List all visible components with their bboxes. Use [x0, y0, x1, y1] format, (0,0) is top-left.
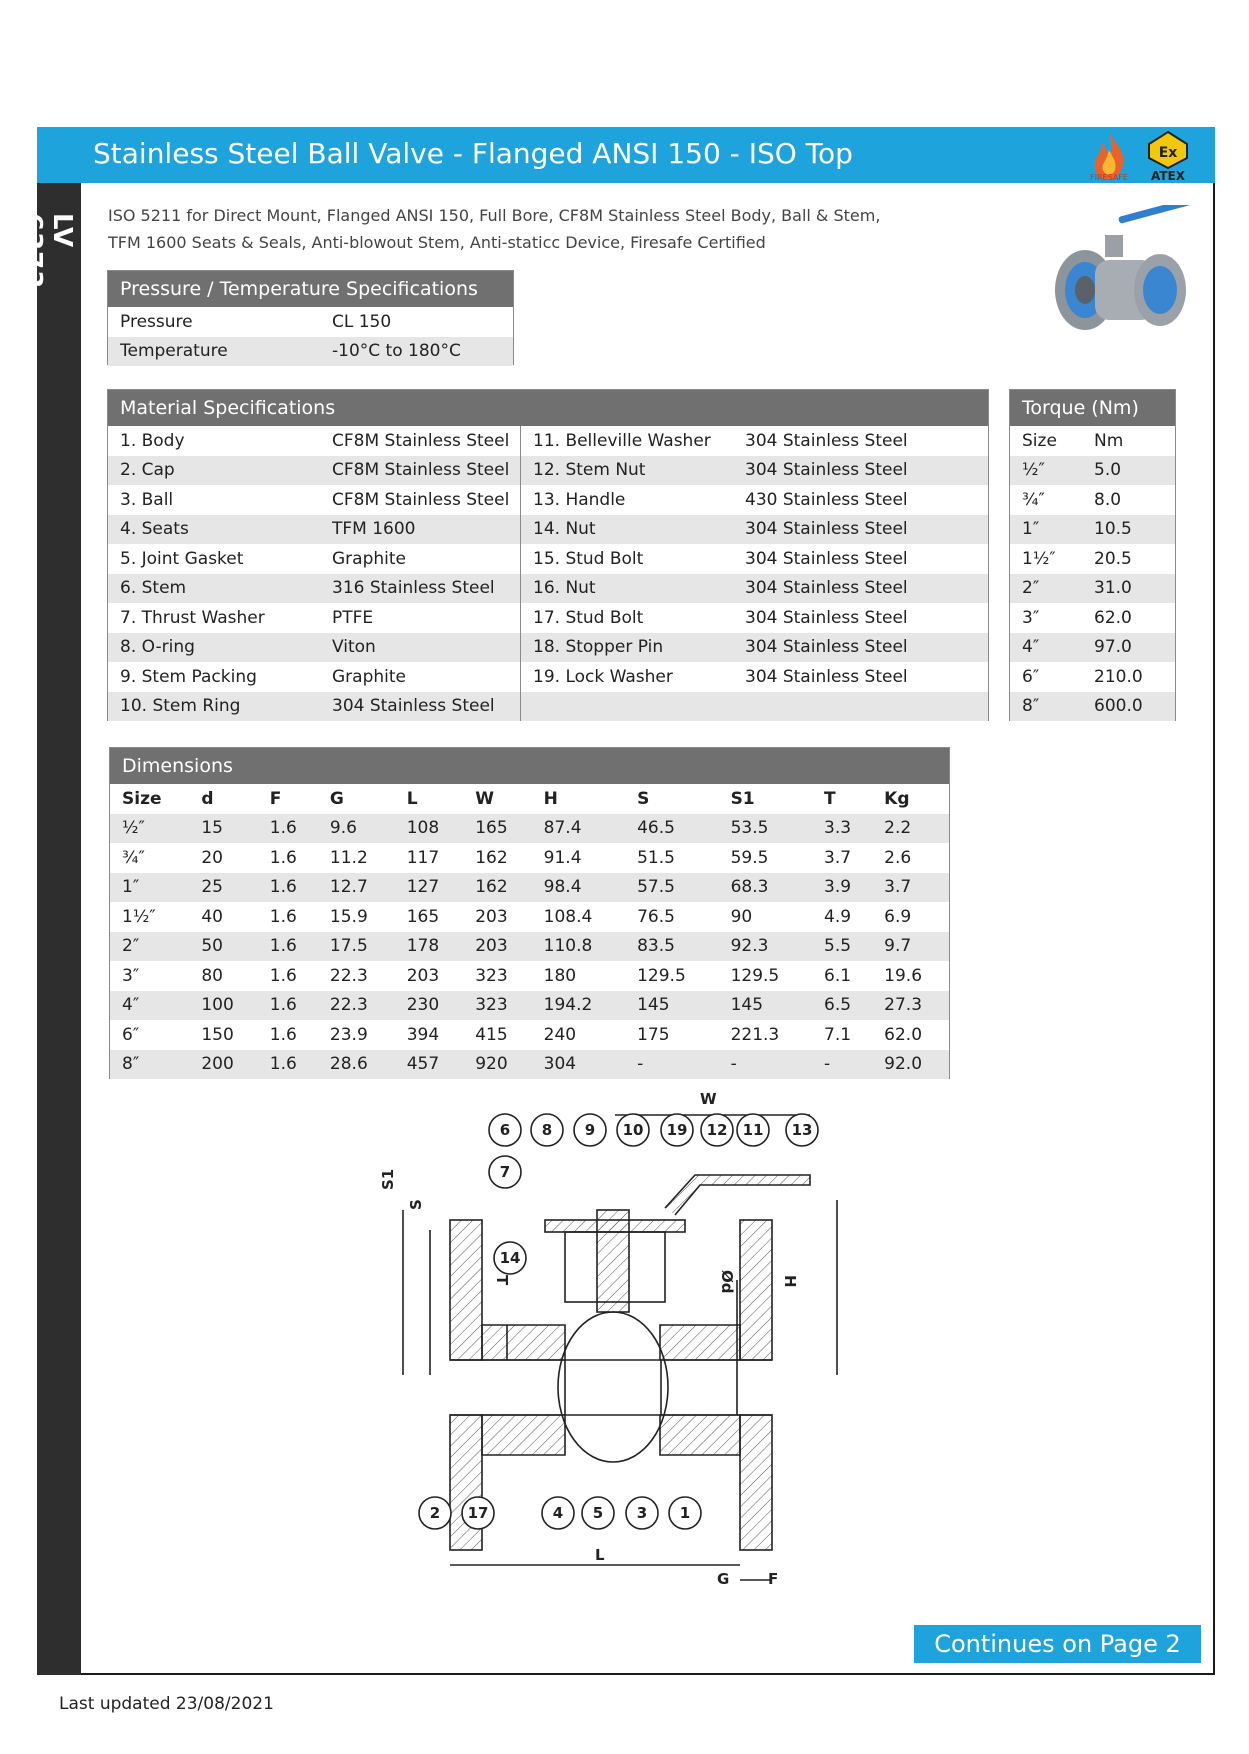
- page-title: Stainless Steel Ball Valve - Flanged ANSI 150 - ISO Top: [93, 137, 853, 170]
- dimensions-cell: 9.6: [318, 814, 395, 844]
- material-name: CF8M Stainless Steel: [320, 426, 521, 456]
- dimensions-cell: 203: [463, 902, 531, 932]
- material-name: 316 Stainless Steel: [320, 574, 521, 604]
- dimensions-cell: 110.8: [532, 932, 625, 962]
- material-name: 304 Stainless Steel: [733, 426, 988, 456]
- torque-size: 8″: [1010, 692, 1082, 722]
- torque-row: [1010, 662, 1175, 692]
- dimensions-cell: 6.5: [812, 991, 872, 1021]
- material-name: Graphite: [320, 544, 521, 574]
- dimensions-cell: ½″: [110, 814, 189, 844]
- callout-number: 4: [552, 1504, 564, 1522]
- svg-text:G: G: [717, 1570, 730, 1588]
- torque-nm: 31.0: [1082, 574, 1175, 604]
- torque-row: [1010, 633, 1175, 663]
- dimensions-cell: 323: [463, 991, 531, 1021]
- dimensions-cell: 129.5: [625, 961, 718, 991]
- dimensions-cell: 92.3: [719, 932, 812, 962]
- material-name: 304 Stainless Steel: [733, 633, 988, 663]
- torque-nm: 5.0: [1082, 456, 1175, 486]
- dimensions-cell: 2.6: [872, 843, 949, 873]
- dimensions-header: H: [532, 784, 625, 814]
- dimensions-cell: 129.5: [719, 961, 812, 991]
- material-name: 304 Stainless Steel: [733, 662, 988, 692]
- dimensions-cell: 59.5: [719, 843, 812, 873]
- dimensions-cell: 394: [395, 1020, 463, 1050]
- torque-size: 1″: [1010, 515, 1082, 545]
- material-part: 16. Nut: [521, 574, 734, 604]
- description-line-2: TFM 1600 Seats & Seals, Anti-blowout Stem, Anti-staticc Device, Firesafe Certified: [108, 233, 766, 252]
- dimensions-row: [110, 843, 949, 873]
- material-name: CF8M Stainless Steel: [320, 456, 521, 486]
- callout-number: 2: [429, 1504, 441, 1522]
- callout-number: 1: [679, 1504, 691, 1522]
- svg-text:F: F: [768, 1570, 779, 1588]
- page-header: [37, 127, 1215, 183]
- dimensions-cell: 62.0: [872, 1020, 949, 1050]
- torque-size: 3″: [1010, 603, 1082, 633]
- material-row: [108, 515, 988, 545]
- dimensions-cell: 91.4: [532, 843, 625, 873]
- material-name: CF8M Stainless Steel: [320, 485, 521, 515]
- torque-row: [1010, 603, 1175, 633]
- material-part: 17. Stud Bolt: [521, 603, 734, 633]
- callout-number: 17: [467, 1504, 489, 1522]
- torque-size-header: Size: [1010, 426, 1082, 456]
- dimensions-cell: 162: [463, 873, 531, 903]
- svg-text:Ød: Ød: [718, 1270, 736, 1294]
- dimensions-cell: 230: [395, 991, 463, 1021]
- dimensions-cell: 1.6: [258, 1020, 318, 1050]
- dimensions-cell: 1.6: [258, 873, 318, 903]
- continues-on-page-2[interactable]: Continues on Page 2: [914, 1625, 1201, 1663]
- dimensions-cell: 145: [719, 991, 812, 1021]
- dimensions-cell: 90: [719, 902, 812, 932]
- dimensions-cell: 221.3: [719, 1020, 812, 1050]
- dimensions-row: [110, 814, 949, 844]
- dimensions-cell: 415: [463, 1020, 531, 1050]
- material-name: 304 Stainless Steel: [733, 603, 988, 633]
- torque-table: [1010, 390, 1175, 721]
- valve-cross-section-drawing: [365, 1090, 925, 1660]
- dimensions-cell: 12.7: [318, 873, 395, 903]
- dimensions-cell: 117: [395, 843, 463, 873]
- temperature-value: -10°C to 180°C: [320, 337, 513, 367]
- material-name: Graphite: [320, 662, 521, 692]
- dimensions-cell: 22.3: [318, 991, 395, 1021]
- product-code: LV 6373: [17, 213, 77, 290]
- svg-text:H: H: [781, 1275, 799, 1288]
- material-row: [108, 692, 988, 722]
- torque-nm: 97.0: [1082, 633, 1175, 663]
- dimensions-cell: 3.9: [812, 873, 872, 903]
- material-part: 15. Stud Bolt: [521, 544, 734, 574]
- material-part: 2. Cap: [108, 456, 320, 486]
- material-row: [108, 456, 988, 486]
- dimensions-row: [110, 902, 949, 932]
- dimensions-header: Kg: [872, 784, 949, 814]
- dimensions-cell: 178: [395, 932, 463, 962]
- material-row: [108, 485, 988, 515]
- material-part: [521, 692, 734, 722]
- dimensions-cell: 4″: [110, 991, 189, 1021]
- dimensions-cell: 323: [463, 961, 531, 991]
- torque-nm: 20.5: [1082, 544, 1175, 574]
- material-name: 304 Stainless Steel: [320, 692, 521, 722]
- dimensions-cell: 19.6: [872, 961, 949, 991]
- material-name: 304 Stainless Steel: [733, 515, 988, 545]
- dimensions-cell: 203: [395, 961, 463, 991]
- torque-row: [1010, 574, 1175, 604]
- material-part: 7. Thrust Washer: [108, 603, 320, 633]
- material-name: [733, 692, 988, 722]
- valve-photo: [1045, 205, 1205, 345]
- svg-text:FIRESAFE: FIRESAFE: [1090, 173, 1128, 182]
- dimensions-cell: -: [719, 1050, 812, 1080]
- dimensions-cell: 3.3: [812, 814, 872, 844]
- dimensions-cell: 175: [625, 1020, 718, 1050]
- dimensions-cell: 15.9: [318, 902, 395, 932]
- dimensions-cell: 83.5: [625, 932, 718, 962]
- material-name: TFM 1600: [320, 515, 521, 545]
- material-part: 18. Stopper Pin: [521, 633, 734, 663]
- dimensions-cell: 145: [625, 991, 718, 1021]
- svg-text:ATEX: ATEX: [1151, 169, 1185, 182]
- product-description: [108, 202, 928, 256]
- dimensions-cell: 15: [189, 814, 257, 844]
- dimensions-cell: 98.4: [532, 873, 625, 903]
- material-part: 3. Ball: [108, 485, 320, 515]
- dimensions-cell: 4.9: [812, 902, 872, 932]
- callout-number: 7: [499, 1163, 511, 1181]
- callout-number: 19: [666, 1121, 688, 1139]
- description-line-1: ISO 5211 for Direct Mount, Flanged ANSI 150, Full Bore, CF8M Stainless Steel Body, Ball & Stem,: [108, 206, 881, 225]
- torque-row: [1010, 485, 1175, 515]
- sidebar: [17, 183, 81, 1675]
- dimensions-header: F: [258, 784, 318, 814]
- temperature-label: Temperature: [108, 337, 320, 367]
- dimensions-cell: 108.4: [532, 902, 625, 932]
- callout-number: 13: [791, 1121, 813, 1139]
- material-part: 10. Stem Ring: [108, 692, 320, 722]
- dimensions-cell: 3″: [110, 961, 189, 991]
- dimensions-cell: 304: [532, 1050, 625, 1080]
- svg-text:L: L: [595, 1546, 605, 1564]
- last-updated: Last updated 23/08/2021: [59, 1694, 274, 1714]
- dimensions-cell: 180: [532, 961, 625, 991]
- material-part: 11. Belleville Washer: [521, 426, 734, 456]
- torque-size: 1½″: [1010, 544, 1082, 574]
- material-part: 8. O-ring: [108, 633, 320, 663]
- dimensions-header: S: [625, 784, 718, 814]
- torque-nm: 600.0: [1082, 692, 1175, 722]
- dimensions-cell: 920: [463, 1050, 531, 1080]
- material-part: 4. Seats: [108, 515, 320, 545]
- material-part: 5. Joint Gasket: [108, 544, 320, 574]
- dimensions-cell: 240: [532, 1020, 625, 1050]
- torque-nm: 62.0: [1082, 603, 1175, 633]
- material-row: [108, 544, 988, 574]
- torque-row: [1010, 456, 1175, 486]
- dimensions-header: S1: [719, 784, 812, 814]
- dimensions-cell: 108: [395, 814, 463, 844]
- dimensions-cell: 2.2: [872, 814, 949, 844]
- dimensions-cell: 162: [463, 843, 531, 873]
- pressure-label: Pressure: [108, 307, 320, 337]
- dimensions-cell: 1.6: [258, 902, 318, 932]
- svg-text:T: T: [493, 1275, 511, 1286]
- dimensions-cell: 3.7: [872, 873, 949, 903]
- dimensions-cell: 165: [463, 814, 531, 844]
- callout-number: 8: [541, 1121, 553, 1139]
- torque-size: ¾″: [1010, 485, 1082, 515]
- dimensions-cell: 50: [189, 932, 257, 962]
- callout-number: 3: [636, 1504, 648, 1522]
- pressure-temp-table: [108, 271, 513, 366]
- dimensions-cell: 1.6: [258, 961, 318, 991]
- dimensions-cell: 127: [395, 873, 463, 903]
- atex-icon: [1145, 130, 1191, 182]
- callout-number: 12: [706, 1121, 728, 1139]
- dimensions-cell: 23.9: [318, 1020, 395, 1050]
- materials-title: Material Specifications: [108, 390, 988, 426]
- dimensions-header: G: [318, 784, 395, 814]
- dimensions-cell: 92.0: [872, 1050, 949, 1080]
- material-row: [108, 662, 988, 692]
- material-row: [108, 426, 988, 456]
- dimensions-row: [110, 932, 949, 962]
- material-row: [108, 603, 988, 633]
- dimensions-cell: -: [625, 1050, 718, 1080]
- dimensions-cell: 6″: [110, 1020, 189, 1050]
- dimensions-cell: 203: [463, 932, 531, 962]
- dimensions-cell: 27.3: [872, 991, 949, 1021]
- dimensions-header-row: [110, 784, 949, 814]
- dimensions-cell: 3.7: [812, 843, 872, 873]
- dimensions-row: [110, 961, 949, 991]
- dimensions-row: [110, 873, 949, 903]
- dimensions-cell: 165: [395, 902, 463, 932]
- dimensions-cell: 6.1: [812, 961, 872, 991]
- torque-row: [1010, 515, 1175, 545]
- material-part: 6. Stem: [108, 574, 320, 604]
- dimensions-cell: 80: [189, 961, 257, 991]
- callout-number: 10: [622, 1121, 644, 1139]
- torque-nm-header: Nm: [1082, 426, 1175, 456]
- dimensions-row: [110, 991, 949, 1021]
- dimensions-cell: 1″: [110, 873, 189, 903]
- torque-size: 4″: [1010, 633, 1082, 663]
- material-name: Viton: [320, 633, 521, 663]
- dimensions-cell: 22.3: [318, 961, 395, 991]
- dimensions-row: [110, 1020, 949, 1050]
- callout-number: 14: [499, 1249, 521, 1267]
- material-row: [108, 574, 988, 604]
- torque-nm: 210.0: [1082, 662, 1175, 692]
- dimensions-cell: 2″: [110, 932, 189, 962]
- dimensions-cell: 1.6: [258, 991, 318, 1021]
- dimensions-cell: 7.1: [812, 1020, 872, 1050]
- torque-nm: 8.0: [1082, 485, 1175, 515]
- material-part: 12. Stem Nut: [521, 456, 734, 486]
- torque-size: 6″: [1010, 662, 1082, 692]
- dimensions-title: Dimensions: [110, 748, 949, 784]
- material-name: 304 Stainless Steel: [733, 544, 988, 574]
- dimensions-cell: 8″: [110, 1050, 189, 1080]
- dimensions-row: [110, 1050, 949, 1080]
- dimensions-cell: 40: [189, 902, 257, 932]
- dimensions-cell: 51.5: [625, 843, 718, 873]
- dimensions-cell: 17.5: [318, 932, 395, 962]
- material-part: 19. Lock Washer: [521, 662, 734, 692]
- pressure-value: CL 150: [320, 307, 513, 337]
- dimensions-cell: 1.6: [258, 932, 318, 962]
- dimensions-header: W: [463, 784, 531, 814]
- dimensions-cell: -: [812, 1050, 872, 1080]
- dimensions-cell: 57.5: [625, 873, 718, 903]
- dimensions-cell: 68.3: [719, 873, 812, 903]
- firesafe-icon: [1085, 128, 1133, 182]
- material-part: 9. Stem Packing: [108, 662, 320, 692]
- torque-size: 2″: [1010, 574, 1082, 604]
- dimensions-cell: 5.5: [812, 932, 872, 962]
- svg-text:W: W: [700, 1090, 717, 1108]
- dimensions-cell: 1.6: [258, 814, 318, 844]
- dimensions-header: Size: [110, 784, 189, 814]
- callout-number: 6: [499, 1121, 511, 1139]
- dimensions-header: d: [189, 784, 257, 814]
- dimensions-header: L: [395, 784, 463, 814]
- svg-text:S: S: [407, 1199, 425, 1210]
- dimensions-cell: 76.5: [625, 902, 718, 932]
- dimensions-cell: 46.5: [625, 814, 718, 844]
- dimensions-cell: 150: [189, 1020, 257, 1050]
- dimensions-cell: 20: [189, 843, 257, 873]
- torque-size: ½″: [1010, 456, 1082, 486]
- material-part: 13. Handle: [521, 485, 734, 515]
- torque-nm: 10.5: [1082, 515, 1175, 545]
- dimensions-cell: 1½″: [110, 902, 189, 932]
- dimensions-cell: 28.6: [318, 1050, 395, 1080]
- dimensions-cell: 9.7: [872, 932, 949, 962]
- torque-row: [1010, 544, 1175, 574]
- torque-row: [1010, 692, 1175, 722]
- dimensions-cell: 11.2: [318, 843, 395, 873]
- material-name: 304 Stainless Steel: [733, 456, 988, 486]
- dimensions-table: [110, 748, 949, 1079]
- pressure-temp-title: Pressure / Temperature Specifications: [108, 271, 513, 307]
- material-name: 304 Stainless Steel: [733, 574, 988, 604]
- material-part: 1. Body: [108, 426, 320, 456]
- dimensions-header: T: [812, 784, 872, 814]
- dimensions-cell: 53.5: [719, 814, 812, 844]
- svg-text:Ex: Ex: [1158, 145, 1178, 161]
- material-part: 14. Nut: [521, 515, 734, 545]
- callout-number: 5: [592, 1504, 604, 1522]
- dimensions-cell: 1.6: [258, 1050, 318, 1080]
- dimensions-cell: 457: [395, 1050, 463, 1080]
- materials-table: [108, 390, 988, 721]
- material-row: [108, 633, 988, 663]
- callout-number: 9: [584, 1121, 596, 1139]
- dimensions-cell: 100: [189, 991, 257, 1021]
- material-name: 430 Stainless Steel: [733, 485, 988, 515]
- dimensions-cell: ¾″: [110, 843, 189, 873]
- dimensions-cell: 25: [189, 873, 257, 903]
- dimensions-cell: 87.4: [532, 814, 625, 844]
- dimensions-cell: 6.9: [872, 902, 949, 932]
- dimensions-cell: 194.2: [532, 991, 625, 1021]
- svg-text:S1: S1: [379, 1168, 397, 1190]
- callout-number: 11: [742, 1121, 764, 1139]
- torque-title: Torque (Nm): [1010, 390, 1175, 426]
- dimensions-cell: 200: [189, 1050, 257, 1080]
- dimensions-cell: 1.6: [258, 843, 318, 873]
- material-name: PTFE: [320, 603, 521, 633]
